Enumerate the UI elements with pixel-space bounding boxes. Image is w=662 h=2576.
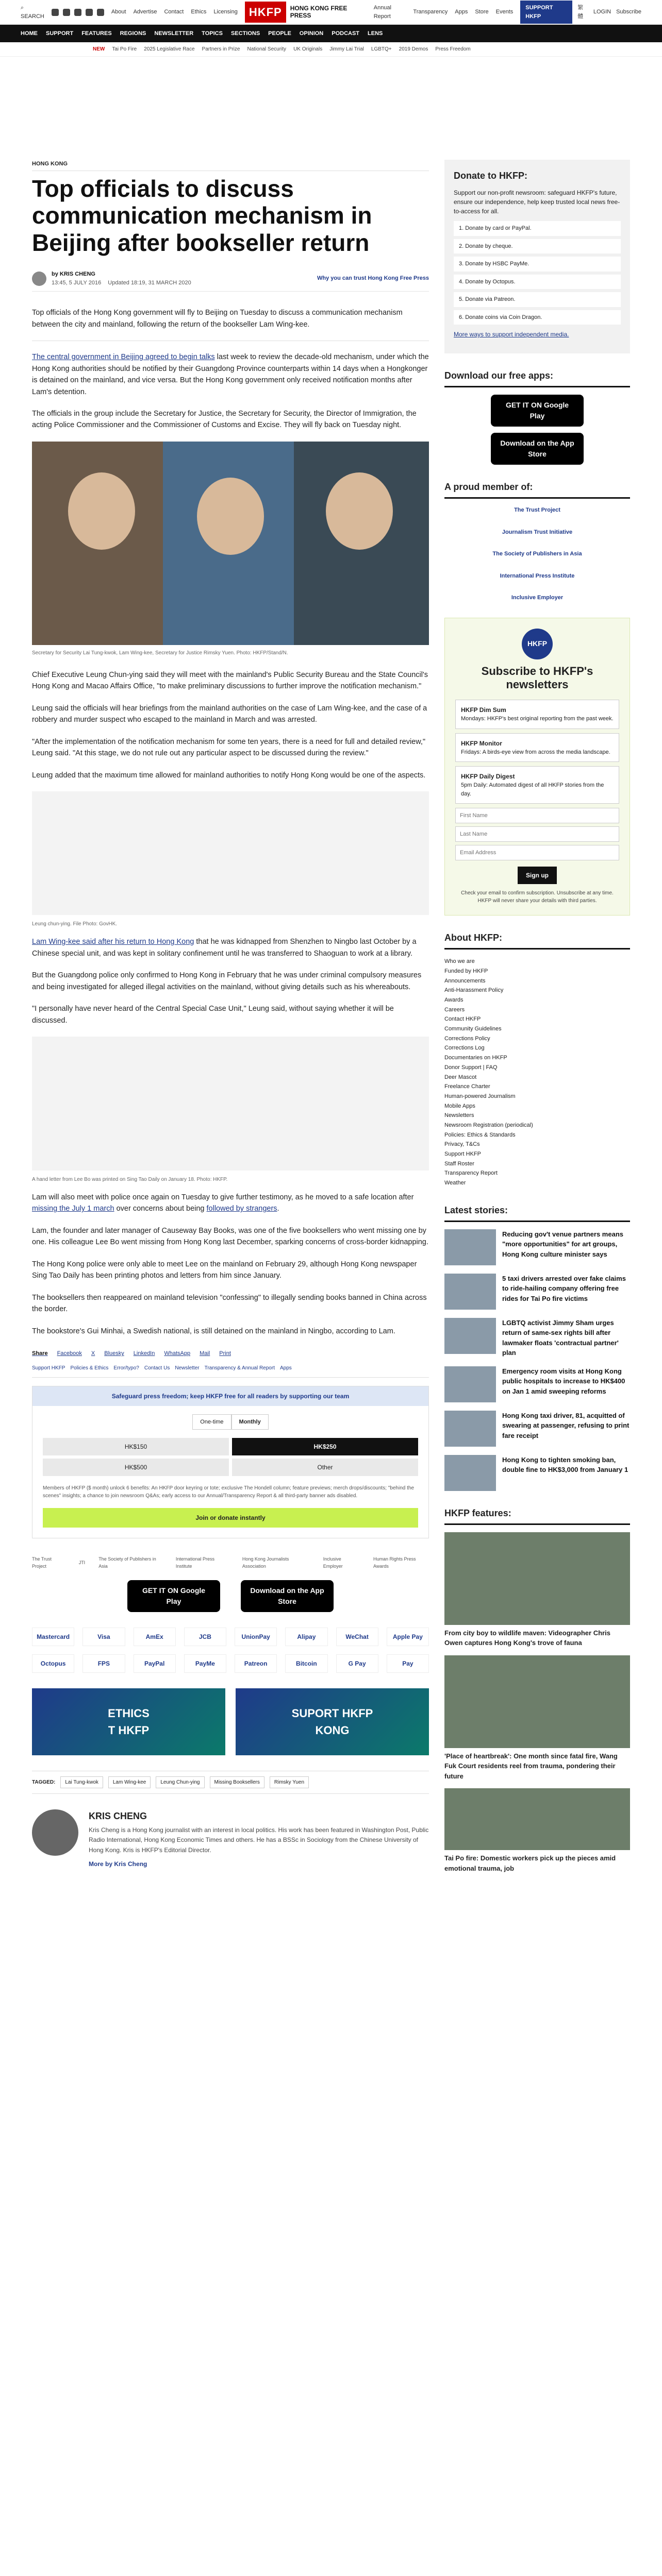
- more-by-author-link[interactable]: More by Kris Cheng: [89, 1860, 147, 1868]
- embedded-image: [32, 791, 429, 915]
- donate-amounts: [32, 1438, 428, 1476]
- option-desc: Mondays: HKFP's best original reporting from the past week.: [461, 716, 614, 722]
- trending-item[interactable]: UK Originals: [293, 46, 323, 52]
- join-button[interactable]: Join or donate instantly: [43, 1508, 418, 1528]
- about-link[interactable]: Newsletters: [444, 1112, 474, 1119]
- story-item[interactable]: [444, 1229, 630, 1265]
- tab-monthly[interactable]: Monthly: [231, 1414, 269, 1430]
- paragraph-text: Lam will also meet with police once again on Tuesday to give further testimony, as he moved to a safe location after: [32, 1193, 414, 1202]
- trending-item[interactable]: Jimmy Lai Trial: [329, 46, 364, 52]
- member-logo[interactable]: The Trust Project: [32, 1556, 52, 1569]
- x-icon[interactable]: [63, 9, 70, 16]
- policy-link[interactable]: Apps: [279, 1365, 292, 1371]
- policy-link[interactable]: Support HKFP: [32, 1365, 65, 1371]
- about-link[interactable]: Support HKFP: [444, 1151, 481, 1158]
- story-thumbnail: [444, 1274, 496, 1310]
- partner-logo[interactable]: The Society of Publishers in Asia: [492, 551, 582, 557]
- nav-home[interactable]: HOME: [21, 30, 38, 37]
- photo-caption: Leung chun-ying. File Photo: GovHK.: [32, 921, 118, 927]
- util-link-contact[interactable]: Contact: [164, 9, 184, 15]
- trending-item[interactable]: Partners in Prize: [202, 46, 240, 52]
- nav-sections[interactable]: SECTIONS: [230, 30, 260, 37]
- paragraph: Chief Executive Leung Chun-ying said they will meet with the mainland's Public Security Bureau and the State Council's Hong Kong and Macao Affairs Office, "to make preliminary discussions to further improve the notification mechanism.": [32, 670, 428, 691]
- about-link[interactable]: Deer Mascot: [444, 1074, 477, 1080]
- nav-newsletter[interactable]: NEWSLETTER: [154, 30, 194, 37]
- member-logo[interactable]: International Press Institute: [175, 1556, 214, 1569]
- util-link-licensing[interactable]: Licensing: [213, 9, 238, 15]
- share-facebook[interactable]: Facebook: [57, 1350, 82, 1357]
- trending-item[interactable]: National Security: [247, 46, 287, 52]
- publish-date: 13:45, 5 JULY 2016: [52, 279, 102, 286]
- paragraph-text: over concerns about being: [114, 1205, 207, 1213]
- trending-item[interactable]: Tai Po Fire: [112, 46, 137, 52]
- more-support-link[interactable]: More ways to support independent media.: [454, 331, 569, 338]
- paragraph: The booksellers then reappeared on mainland television "confessing" to illegally sending books banned in China across the border.: [32, 1293, 427, 1314]
- about-link[interactable]: Staff Roster: [444, 1160, 474, 1167]
- tags-label: TAGGED:: [32, 1780, 56, 1786]
- story-item[interactable]: [444, 1318, 630, 1358]
- paragraph: The officials in the group include the Secretary for Justice, the Secretary for Security, the Director of Immigration, the acting Police Commissioner and the Commissioner of Customs and Excise. They will fly back on Tuesday night.: [32, 409, 417, 430]
- payment-methods: [32, 1628, 429, 1673]
- trending-item[interactable]: Press Freedom: [435, 46, 471, 52]
- tag[interactable]: Missing Booksellers: [210, 1776, 264, 1788]
- util-link-annual-report[interactable]: Annual Report: [373, 5, 391, 20]
- feature-image: [444, 1655, 630, 1748]
- donate-tabs: [32, 1414, 428, 1430]
- story-item[interactable]: [444, 1455, 630, 1491]
- payment-icon: Bitcoin: [285, 1654, 327, 1673]
- partner-logo[interactable]: The Trust Project: [514, 507, 560, 513]
- author-link[interactable]: KRIS CHENG: [59, 271, 95, 278]
- trending-item[interactable]: 2019 Demos: [399, 46, 428, 52]
- author-bio: Kris Cheng is a Hong Kong journalist with an interest in local politics. His work has been featured in Washington Post, Public Radio International, Hong Kong Economic Times and others. He has a BSSc in Sociology from the Chinese University of Hong Kong. Kris is HKFP's Editorial Director.: [89, 1826, 429, 1854]
- article-column: [32, 160, 429, 1880]
- partner-logo[interactable]: International Press Institute: [500, 572, 575, 579]
- share-print[interactable]: Print: [219, 1350, 231, 1357]
- feature-item[interactable]: [444, 1788, 630, 1873]
- story-item[interactable]: [444, 1274, 630, 1310]
- option-title: HKFP Dim Sum: [461, 706, 506, 714]
- tag[interactable]: Rimsky Yuen: [270, 1776, 309, 1788]
- partner-list: [444, 506, 630, 602]
- util-link-transparency[interactable]: Transparency: [413, 9, 448, 15]
- paragraph: [32, 936, 429, 959]
- author-name[interactable]: KRIS CHENG: [89, 1811, 147, 1822]
- donate-option[interactable]: 4. Donate by Octopus.: [454, 275, 621, 290]
- social-icons: [52, 9, 104, 16]
- nav-support[interactable]: SUPPORT: [46, 30, 74, 37]
- search-button[interactable]: ⌕ SEARCH: [21, 5, 44, 20]
- donate-header: Safeguard press freedom; keep HKFP free for all readers by supporting our team: [32, 1386, 428, 1406]
- amount-option[interactable]: HK$150: [43, 1438, 229, 1455]
- story-thumbnail: [444, 1411, 496, 1447]
- paragraph: Leung added that the maximum time allowed for mainland authorities to notify Hong Kong would be one of the aspects.: [32, 771, 426, 779]
- donate-text: Support our non-profit newsroom: safeguard HKFP's future, ensure our independence, help keep trusted local news free-to-access for all.: [454, 189, 620, 215]
- story-title: Emergency room visits at Hong Kong public hospitals to increase to HK$400 on Jan 1 amid sweeping reforms: [502, 1367, 625, 1395]
- paragraph-text: that he was kidnapped from Shenzhen to Ningbo last October by a Chinese special unit, and was kept in solitary confinement until he was transferred to Shaoguan to work at a library.: [32, 938, 417, 958]
- story-title: 5 taxi drivers arrested over fake claims to ride-hailing company offering free rides for Tai Po fire victims: [502, 1274, 626, 1302]
- member-logo[interactable]: The Society of Publishers in Asia: [98, 1556, 156, 1569]
- paragraph: Lam, the founder and later manager of Causeway Bay Books, was one of the five booksellers who went missing one by one. His colleague Lee Bo went missing from Hong Kong last December, sparking concerns of cross-border kidnapping.: [32, 1226, 428, 1247]
- payment-icon: PayMe: [184, 1654, 226, 1673]
- paragraph: "I personally have never heard of the Central Special Case Unit," Leung said, without saying whether it will be discussed.: [32, 1005, 394, 1025]
- site-logo[interactable]: [245, 2, 367, 23]
- story-item[interactable]: [444, 1366, 630, 1402]
- inline-link[interactable]: Lam Wing-kee said after his return to Hong Kong: [32, 938, 194, 946]
- email-field[interactable]: [455, 845, 619, 860]
- story-title: Reducing gov't venue partners means "more opportunities" for art groups, Hong Kong culture minister says: [502, 1230, 623, 1258]
- about-link[interactable]: Transparency Report: [444, 1170, 498, 1177]
- feature-item[interactable]: [444, 1532, 630, 1648]
- policy-link[interactable]: Newsletter: [175, 1365, 200, 1371]
- util-link-about[interactable]: About: [111, 9, 126, 15]
- article-intro: Top officials of the Hong Kong government will fly to Beijing on Tuesday to discuss a communication mechanism between the city and mainland, following the return of the bookseller Lam Wing-kee.: [32, 307, 429, 341]
- donate-widget: [32, 1386, 429, 1539]
- about-link[interactable]: Community Guidelines: [444, 1026, 502, 1032]
- portrait-left: [68, 472, 135, 550]
- donate-option[interactable]: 2. Donate by cheque.: [454, 239, 621, 254]
- about-link[interactable]: Policies: Ethics & Standards: [444, 1131, 516, 1138]
- feature-title: Tai Po fire: Domestic workers pick up the pieces amid emotional trauma, job: [444, 1854, 616, 1872]
- feature-title: 'Place of heartbreak': One month since fatal fire, Wang Fuk Court residents reel from trauma, pondering their future: [444, 1752, 618, 1780]
- about-link[interactable]: Newsroom Registration (periodical): [444, 1122, 533, 1128]
- donate-option[interactable]: 5. Donate via Patreon.: [454, 292, 621, 307]
- newsletter-option[interactable]: [455, 733, 619, 762]
- photo-caption: Secretary for Security Lai Tung-kwok, Lam Wing-kee, Secretary for Justice Rimsky Yuen. Photo: HKFP/Stand/N.: [32, 650, 288, 656]
- payment-icon: Pay: [387, 1654, 429, 1673]
- nav-podcast[interactable]: PODCAST: [332, 30, 360, 37]
- trending-label: NEW: [93, 46, 105, 52]
- share-whatsapp[interactable]: WhatsApp: [164, 1350, 191, 1357]
- about-list: [444, 957, 630, 1188]
- tag[interactable]: Lai Tung-kwok: [60, 1776, 103, 1788]
- about-link[interactable]: Announcements: [444, 977, 486, 984]
- util-link-apps[interactable]: Apps: [455, 9, 468, 15]
- story-thumbnail: [444, 1229, 496, 1265]
- about-title: About HKFP:: [444, 931, 630, 950]
- nav-topics[interactable]: TOPICS: [202, 30, 223, 37]
- payment-icon: Octopus: [32, 1654, 74, 1673]
- nav-regions[interactable]: REGIONS: [120, 30, 146, 37]
- amount-option[interactable]: HK$500: [43, 1459, 229, 1476]
- tag[interactable]: Leung Chun-ying: [156, 1776, 204, 1788]
- article-title: Top officials to discuss communication mechanism in Beijing after bookseller return: [32, 175, 372, 257]
- payment-icon: FPS: [82, 1654, 125, 1673]
- app-store-button[interactable]: Download on the App Store: [491, 433, 584, 465]
- feature-image: [444, 1532, 630, 1625]
- paragraph-text: .: [277, 1205, 279, 1213]
- nav-opinion[interactable]: OPINION: [299, 30, 324, 37]
- latest-stories: [444, 1229, 630, 1491]
- donate-option[interactable]: 3. Donate by HSBC PayMe.: [454, 257, 621, 272]
- paragraph: The Hong Kong police were only able to meet Lee on the mainland on February 29, although Hong Kong newspaper Sing Tao Daily has been printing photos and letters from him since January.: [32, 1260, 417, 1280]
- portrait-center: [197, 478, 264, 555]
- about-link[interactable]: Careers: [444, 1006, 465, 1013]
- latest-title: Latest stories:: [444, 1204, 630, 1222]
- story-title: Hong Kong taxi driver, 81, acquitted of swearing at passenger, refusing to print fare receipt: [502, 1411, 630, 1439]
- story-item[interactable]: [444, 1411, 630, 1447]
- about-link[interactable]: Funded by HKFP: [444, 968, 488, 974]
- about-link[interactable]: Documentaries on HKFP: [444, 1055, 507, 1061]
- policy-link[interactable]: Error/typo?: [113, 1365, 139, 1371]
- paragraph: The bookstore's Gui Minhai, a Swedish national, is still detained on the mainland in Ningbo, according to Lam.: [32, 1327, 395, 1335]
- about-link[interactable]: Corrections Log: [444, 1045, 485, 1052]
- member-logo[interactable]: Human Rights Press Awards: [373, 1556, 416, 1569]
- about-link[interactable]: Donor Support | FAQ: [444, 1064, 498, 1071]
- trending-item[interactable]: LGBTQ+: [371, 46, 392, 52]
- last-name-field[interactable]: [455, 826, 619, 842]
- about-link[interactable]: Who we are: [444, 958, 475, 965]
- payment-icon: Apple Pay: [387, 1628, 429, 1646]
- policy-link[interactable]: Policies & Ethics: [70, 1365, 109, 1371]
- about-link[interactable]: Human-powered Journalism: [444, 1093, 516, 1099]
- author-avatar: [32, 272, 46, 286]
- signup-button[interactable]: Sign up: [518, 867, 557, 884]
- payment-icon: JCB: [184, 1628, 226, 1646]
- amount-option-selected[interactable]: HK$250: [232, 1438, 418, 1455]
- member-logos: [32, 1556, 429, 1570]
- linkedin-icon[interactable]: [97, 9, 104, 16]
- inline-link[interactable]: missing the July 1 march: [32, 1205, 114, 1213]
- portrait-right: [326, 472, 393, 550]
- story-thumbnail: [444, 1366, 496, 1402]
- subscribe-link[interactable]: Subscribe: [616, 9, 641, 15]
- donate-note: Members of HKFP ($ month) unlock 6 benefits: An HKFP door keyring or tote; exclusive The Hondell column; feature previews; merch drops/discounts; "behind the scenes" insights; a chance to join newsroom Q&As; early access to our Annual/Transparency Report & all third-party banner ads disabled.: [43, 1485, 415, 1499]
- option-desc: 5pm Daily: Automated digest of all HKFP stories from the day.: [461, 782, 604, 797]
- first-name-field[interactable]: [455, 808, 619, 823]
- story-thumbnail: [444, 1455, 496, 1491]
- sidebar: [444, 160, 630, 1880]
- inline-link[interactable]: The central government in Beijing agreed to begin talks: [32, 353, 215, 362]
- payment-icon: WeChat: [336, 1628, 378, 1646]
- main-nav: [0, 25, 662, 42]
- newsletter-signup: [444, 618, 630, 916]
- member-logo[interactable]: Hong Kong Journalists Association: [242, 1556, 289, 1569]
- amount-option[interactable]: Other: [232, 1459, 418, 1476]
- paragraph: "After the implementation of the notification mechanism for some ten years, there is a need for full and detailed review," Leung said. "At this stage, we do not rule out any particular aspect to be discussed during the review.": [32, 737, 426, 758]
- newsletter-option[interactable]: [455, 700, 619, 729]
- policy-link[interactable]: Contact Us: [144, 1365, 170, 1371]
- paragraph-text: last week to review the decade-old mechanism, under which the Hong Kong authorities should be notified by their Guangdong Province counterparts within 14 days when a Hongkonger is detained on the mainland, and vice versa. But the Hong Kong government only received notification months after Lam's detention.: [32, 353, 429, 396]
- about-link[interactable]: Freelance Charter: [444, 1083, 490, 1090]
- about-link[interactable]: Corrections Policy: [444, 1035, 490, 1042]
- ethics-banner[interactable]: ETHICS T HKFP: [32, 1688, 225, 1755]
- feature-image: [444, 1788, 630, 1850]
- updated-date: Updated 18:19, 31 MARCH 2020: [108, 279, 191, 286]
- util-link-events[interactable]: Events: [495, 9, 514, 15]
- feature-item[interactable]: [444, 1655, 630, 1782]
- share-linkedin[interactable]: LinkedIn: [133, 1350, 155, 1357]
- payment-icon: Mastercard: [32, 1628, 74, 1646]
- donate-title: Donate to HKFP:: [454, 171, 527, 181]
- lead-photo: [32, 442, 429, 645]
- payment-icon: PayPal: [134, 1654, 176, 1673]
- app-store-button[interactable]: Download on the App Store: [241, 1580, 334, 1612]
- support-button[interactable]: SUPPORT HKFP: [520, 1, 572, 24]
- util-link-store[interactable]: Store: [475, 9, 489, 15]
- nav-lens[interactable]: LENS: [368, 30, 383, 37]
- features-title: HKFP features:: [444, 1506, 630, 1525]
- member-logo[interactable]: Inclusive Employer: [323, 1556, 343, 1569]
- story-thumbnail: [444, 1318, 496, 1354]
- option-title: HKFP Monitor: [461, 739, 502, 747]
- member-logo[interactable]: JTI: [78, 1560, 86, 1565]
- newsletter-option[interactable]: [455, 766, 619, 804]
- util-link-advertise[interactable]: Advertise: [133, 9, 157, 15]
- share-label: Share: [32, 1350, 48, 1357]
- donate-panel: [444, 160, 630, 353]
- paragraph: [32, 1192, 429, 1215]
- policy-link[interactable]: Transparency & Annual Report: [204, 1365, 275, 1371]
- option-title: HKFP Daily Digest: [461, 773, 515, 781]
- share-x[interactable]: X: [91, 1350, 95, 1357]
- proud-member-title: A proud member of:: [444, 480, 630, 499]
- about-link[interactable]: Weather: [444, 1180, 466, 1187]
- tag[interactable]: Lam Wing-kee: [108, 1776, 151, 1788]
- facebook-icon[interactable]: [52, 9, 59, 16]
- author-photo: [32, 1809, 78, 1856]
- donate-option[interactable]: 1. Donate by card or PayPal.: [454, 221, 621, 236]
- share-mail[interactable]: Mail: [200, 1350, 210, 1357]
- util-link-ethics[interactable]: Ethics: [191, 9, 207, 15]
- story-title: Hong Kong to tighten smoking ban, double fine to HK$3,000 from January 1: [502, 1455, 628, 1474]
- login-link[interactable]: LOGIN: [593, 9, 611, 15]
- share-bluesky[interactable]: Bluesky: [104, 1350, 124, 1357]
- photo-caption: A hand letter from Lee Bo was printed on Sing Tao Daily on January 18. Photo: HKFP.: [32, 1177, 228, 1183]
- about-link[interactable]: Awards: [444, 997, 464, 1004]
- top-utility-bar: [0, 0, 662, 25]
- payment-icon: G Pay: [336, 1654, 378, 1673]
- search-label: SEARCH: [21, 13, 44, 20]
- paragraph: But the Guangdong police only confirmed to Hong Kong in February that he was under criminal compulsory measures and being investigated for alleged illegal activities on the mainland, without giving details such as his whereabouts.: [32, 971, 422, 991]
- payment-icon: Patreon: [235, 1654, 277, 1673]
- app-buttons: [32, 1580, 429, 1612]
- payment-icon: AmEx: [134, 1628, 176, 1646]
- sidebar-app-buttons: [444, 395, 630, 465]
- donate-option[interactable]: 6. Donate coins via Coin Dragon.: [454, 310, 621, 325]
- partner-logo[interactable]: Journalism Trust Initiative: [502, 529, 573, 535]
- option-desc: Fridays: A birds-eye view from across the media landscape.: [461, 749, 610, 755]
- tab-one-time[interactable]: One-time: [192, 1414, 231, 1430]
- payment-icon: Visa: [82, 1628, 125, 1646]
- nav-features[interactable]: FEATURES: [81, 30, 112, 37]
- about-link[interactable]: Contact HKFP: [444, 1016, 481, 1023]
- trending-bar: [0, 42, 662, 57]
- trending-item[interactable]: 2025 Legislative Race: [144, 46, 195, 52]
- support-banner[interactable]: SUPORT HKFP KONG: [236, 1688, 429, 1755]
- youtube-icon[interactable]: [86, 9, 93, 16]
- tag-list: [32, 1771, 429, 1794]
- section-label[interactable]: HONG KONG: [32, 160, 429, 171]
- embedded-image: [32, 1037, 429, 1171]
- newsletter-fineprint: Check your email to confirm subscription. Unsubscribe at any time. HKFP will never share your details with third parties.: [461, 890, 614, 904]
- share-bar: [32, 1349, 429, 1358]
- google-play-button[interactable]: GET IT ON Google Play: [127, 1580, 220, 1612]
- apps-title: Download our free apps:: [444, 369, 630, 387]
- partner-logo[interactable]: Inclusive Employer: [511, 595, 564, 601]
- newsletter-title: Subscribe to HKFP's newsletters: [481, 664, 593, 691]
- logo-name: HONG KONG FREE PRESS: [290, 5, 347, 19]
- payment-icon: UnionPay: [235, 1628, 277, 1646]
- paragraph: Leung said the officials will hear briefings from the mainland authorities on the case of Lam Wing-kee, and the case of a robbery and murder suspect who escaped to the mainland in March and was arrested.: [32, 704, 427, 724]
- promo-banners: [32, 1688, 429, 1755]
- trust-link[interactable]: Why you can trust Hong Kong Free Press: [317, 275, 429, 282]
- byline: by KRIS CHENG 13:45, 5 JULY 2016 Updated 18:19, 31 MARCH 2020 Why you can trust Hong Kong Free Press: [32, 270, 429, 292]
- payment-icon: Alipay: [285, 1628, 327, 1646]
- policy-links: [32, 1364, 429, 1378]
- nav-people[interactable]: PEOPLE: [268, 30, 291, 37]
- story-title: LGBTQ activist Jimmy Sham urges return of same-sex rights bill after lawmaker floats 'contractual partner' plan: [502, 1318, 619, 1357]
- inline-link[interactable]: followed by strangers: [206, 1205, 277, 1213]
- about-link[interactable]: Mobile Apps: [444, 1103, 475, 1109]
- about-link[interactable]: Privacy, T&Cs: [444, 1141, 480, 1148]
- paragraph: [32, 351, 429, 398]
- hkfp-badge: HKFP: [522, 629, 553, 659]
- instagram-icon[interactable]: [74, 9, 81, 16]
- feature-title: From city boy to wildlife maven: Videographer Chris Owen captures Hong Kong's trove of fauna: [444, 1629, 610, 1647]
- google-play-button[interactable]: GET IT ON Google Play: [491, 395, 584, 427]
- logo-mark: HKFP: [245, 2, 286, 23]
- language-toggle[interactable]: 繁體: [577, 5, 584, 20]
- author-box: [32, 1809, 429, 1869]
- about-link[interactable]: Anti-Harassment Policy: [444, 987, 504, 994]
